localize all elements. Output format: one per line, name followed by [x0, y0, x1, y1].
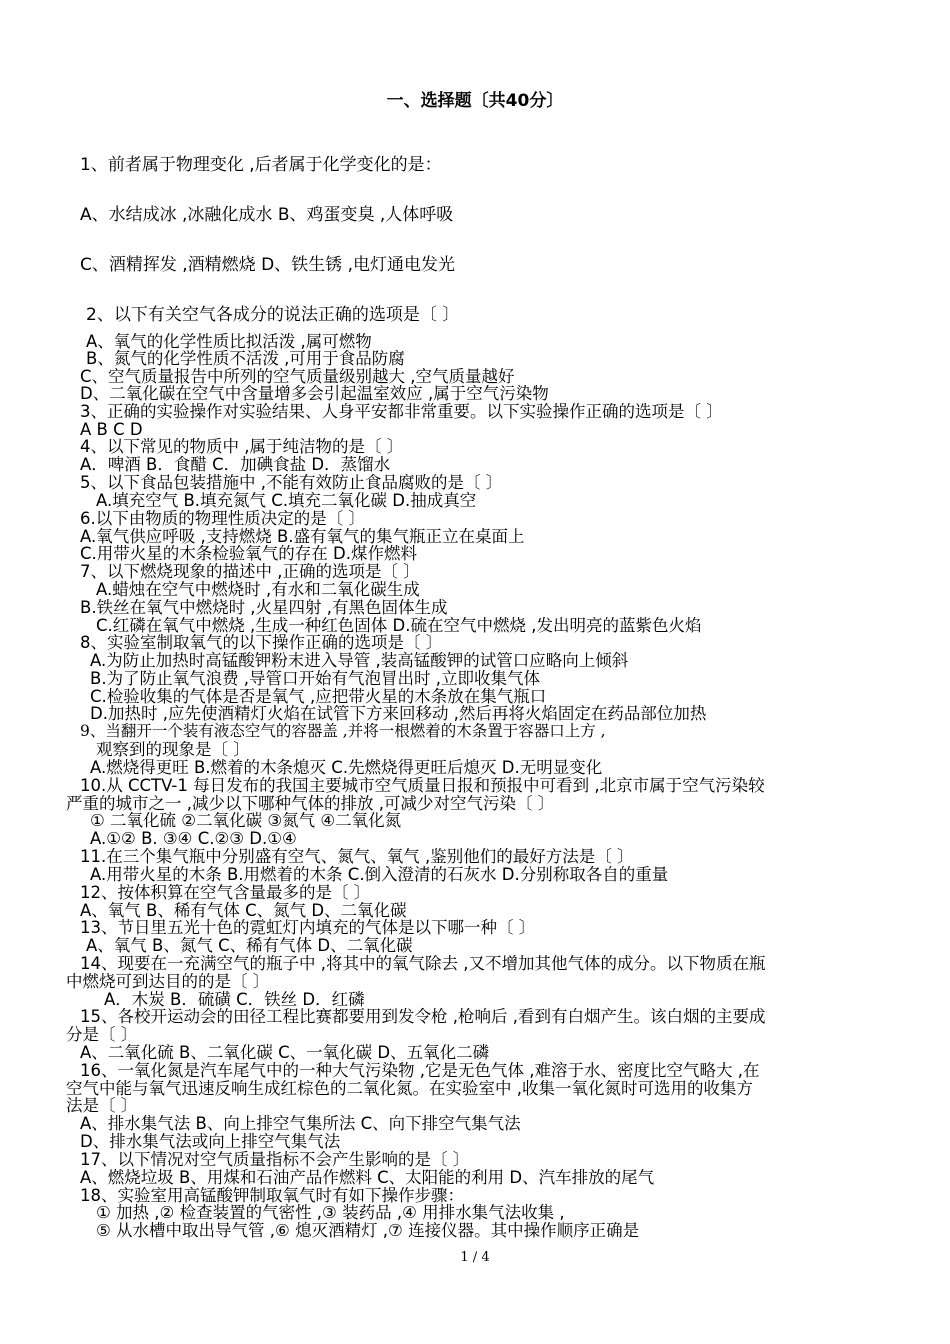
text-line: A.蜡烛在空气中燃烧时 ,有水和二氧化碳生成 — [96, 580, 420, 599]
text-line: 6.以下由物质的物理性质决定的是〔 〕 — [80, 509, 365, 528]
text-line: C.红磷在氧气中燃烧 ,生成一种红色固体 D.硫在空气中燃烧 ,发出明亮的蓝紫色火焰 — [96, 616, 702, 635]
text-line: A.用带火星的木条 B.用燃着的木条 C.倒入澄清的石灰水 D.分别称取各自的重量 — [90, 865, 669, 884]
text-line: 法是〔 〕 — [66, 1096, 138, 1115]
text-line: 14、现要在一充满空气的瓶子中 ,将其中的氧气除去 ,又不增加其他气体的成分。以下物质在瓶 — [80, 954, 766, 973]
text-line: ① 二氧化硫 ②二氧化碳 ③氮气 ④二氧化氮 — [90, 811, 402, 830]
text-line: A.填充空气 B.填充氮气 C.填充二氧化碳 D.抽成真空 — [96, 491, 477, 510]
text-line: 18、实验室用高锰酸钾制取氧气时有如下操作步骤： — [80, 1186, 464, 1205]
text-line: 17、以下情况对空气质量指标不会产生影响的是〔 〕 — [80, 1150, 470, 1169]
text-line: 7、以下燃烧现象的描述中 ,正确的选项是〔 〕 — [80, 562, 420, 581]
text-line: 严重的城市之一 ,减少以下哪种气体的排放 ,可减少对空气污染〔 〕 — [66, 794, 555, 813]
text-line: D、二氧化碳在空气中含量增多会引起温室效应 ,属于空气污染物 — [80, 384, 549, 403]
text-line: B、氮气的化学性质不活泼 ,可用于食品防腐 — [86, 349, 405, 368]
text-line: A．啤酒 B．食醋 C．加碘食盐 D．蒸馏水 — [80, 455, 391, 474]
question-1-stem: 1、前者属于物理变化 ,后者属于化学变化的是： — [80, 155, 442, 175]
text-line: A、氧气的化学性质比拟活泼 ,属可燃物 — [86, 332, 372, 351]
text-line: 9、当翻开一个装有液态空气的容器盖 ,并将一根燃着的木条置于容器口上方 , — [80, 722, 606, 740]
text-line: A.为防止加热时高锰酸钾粉末进入导管 ,装高锰酸钾的试管口应略向上倾斜 — [90, 651, 629, 670]
text-line: D.加热时 ,应先使酒精灯火焰在试管下方来回移动 ,然后再将火焰固定在药品部位加热 — [90, 704, 707, 723]
question-1-options-cd: C、酒精挥发 ,酒精燃烧 D、铁生锈 ,电灯通电发光 — [80, 255, 455, 275]
text-line: A、氧气 B、稀有气体 C、氮气 D、二氧化碳 — [80, 901, 407, 920]
text-line: 10.从 CCTV-1 每日发布的我国主要城市空气质量日报和预报中可看到 ,北京市属于空气污染较 — [80, 776, 765, 795]
page-number: 1 / 4 — [460, 1250, 490, 1265]
text-line: 中燃烧可到达目的的是〔 〕 — [66, 972, 270, 991]
text-line: 3、正确的实验操作对实验结果、人身平安都非常重要。以下实验操作正确的选项是〔 〕 — [80, 402, 723, 421]
text-line: A B C D — [80, 420, 143, 439]
text-line: ⑤ 从水槽中取出导气管 ,⑥ 熄灭酒精灯 ,⑦ 连接仪器。其中操作顺序正确是 — [96, 1221, 640, 1240]
text-line: D、排水集气法或向上排空气集气法 — [80, 1132, 341, 1151]
text-line: A、氧气 B、氮气 C、稀有气体 D、二氧化碳 — [86, 936, 413, 955]
text-line: 11.在三个集气瓶中分别盛有空气、氮气、氧气 ,鉴别他们的最好方法是〔 〕 — [80, 847, 634, 866]
text-line: A、排水集气法 B、向上排空气集所法 C、向下排空气集气法 — [80, 1114, 521, 1133]
text-line: 4、以下常见的物质中 ,属于纯洁物的是〔 〕 — [80, 437, 404, 456]
text-line: B.铁丝在氧气中燃烧时 ,火星四射 ,有黑色固体生成 — [80, 598, 448, 617]
text-line: 15、各校开运动会的田径工程比赛都要用到发令枪 ,枪响后 ,看到有白烟产生。该白烟的主要成 — [80, 1007, 766, 1026]
text-line: A、燃烧垃圾 B、用煤和石油产品作燃料 C、太阳能的利用 D、汽车排放的尾气 — [80, 1168, 655, 1187]
question-2-stem: 2、以下有关空气各成分的说法正确的选项是〔 〕 — [86, 305, 460, 325]
text-line: 8、实验室制取氧气的以下操作正确的选项是〔 〕 — [80, 633, 443, 652]
section-title: 一、选择题〔共40分〕 — [386, 91, 564, 111]
text-line: A.燃烧得更旺 B.燃着的木条熄灭 C.先燃烧得更旺后熄灭 D.无明显变化 — [90, 758, 603, 777]
text-line: 观察到的现象是〔 〕 — [96, 740, 250, 759]
text-line: A.①② B. ③④ C.②③ D.①④ — [90, 829, 297, 848]
text-line: A.氧气供应呼吸 ,支持燃烧 B.盛有氧气的集气瓶正立在桌面上 — [80, 527, 525, 546]
text-line: A．木炭 B．硫磺 C．铁丝 D．红磷 — [104, 990, 365, 1009]
text-line: 空气中能与氧气迅速反响生成红棕色的二氧化氮。在实验室中 ,收集一氧化氮时可选用的收集方 — [66, 1079, 753, 1098]
text-line: C.用带火星的木条检验氧气的存在 D.煤作燃料 — [80, 544, 417, 563]
text-line: B.为了防止氧气浪费 ,导管口开始有气泡冒出时 ,立即收集气体 — [90, 669, 541, 688]
text-line: ① 加热 ,② 检查装置的气密性 ,③ 装药品 ,④ 用排水集气法收集 , — [96, 1203, 565, 1222]
text-line: C、空气质量报告中所列的空气质量级别越大 ,空气质量越好 — [80, 367, 515, 386]
text-line: C.检验收集的气体是否是氧气 ,应把带火星的木条放在集气瓶口 — [90, 687, 547, 706]
text-line: 13、节日里五光十色的霓虹灯内填充的气体是以下哪一种〔 〕 — [80, 918, 536, 937]
text-line: 16、一氧化氮是汽车尾气中的一种大气污染物 ,它是无色气体 ,难溶于水、密度比空气略大 ,在 — [80, 1061, 760, 1080]
text-line: A、二氧化硫 B、二氧化碳 C、一氧化碳 D、五氧化二磷 — [80, 1043, 490, 1062]
text-line: 分是〔 〕 — [66, 1025, 138, 1044]
text-line: 5、以下食品包装措施中 ,不能有效防止食品腐败的是〔 〕 — [80, 473, 503, 492]
question-1-options-ab: A、水结成冰 ,冰融化成水 B、鸡蛋变臭 ,人体呼吸 — [80, 205, 454, 225]
text-line: 12、按体积算在空气含量最多的是〔 〕 — [80, 883, 371, 902]
